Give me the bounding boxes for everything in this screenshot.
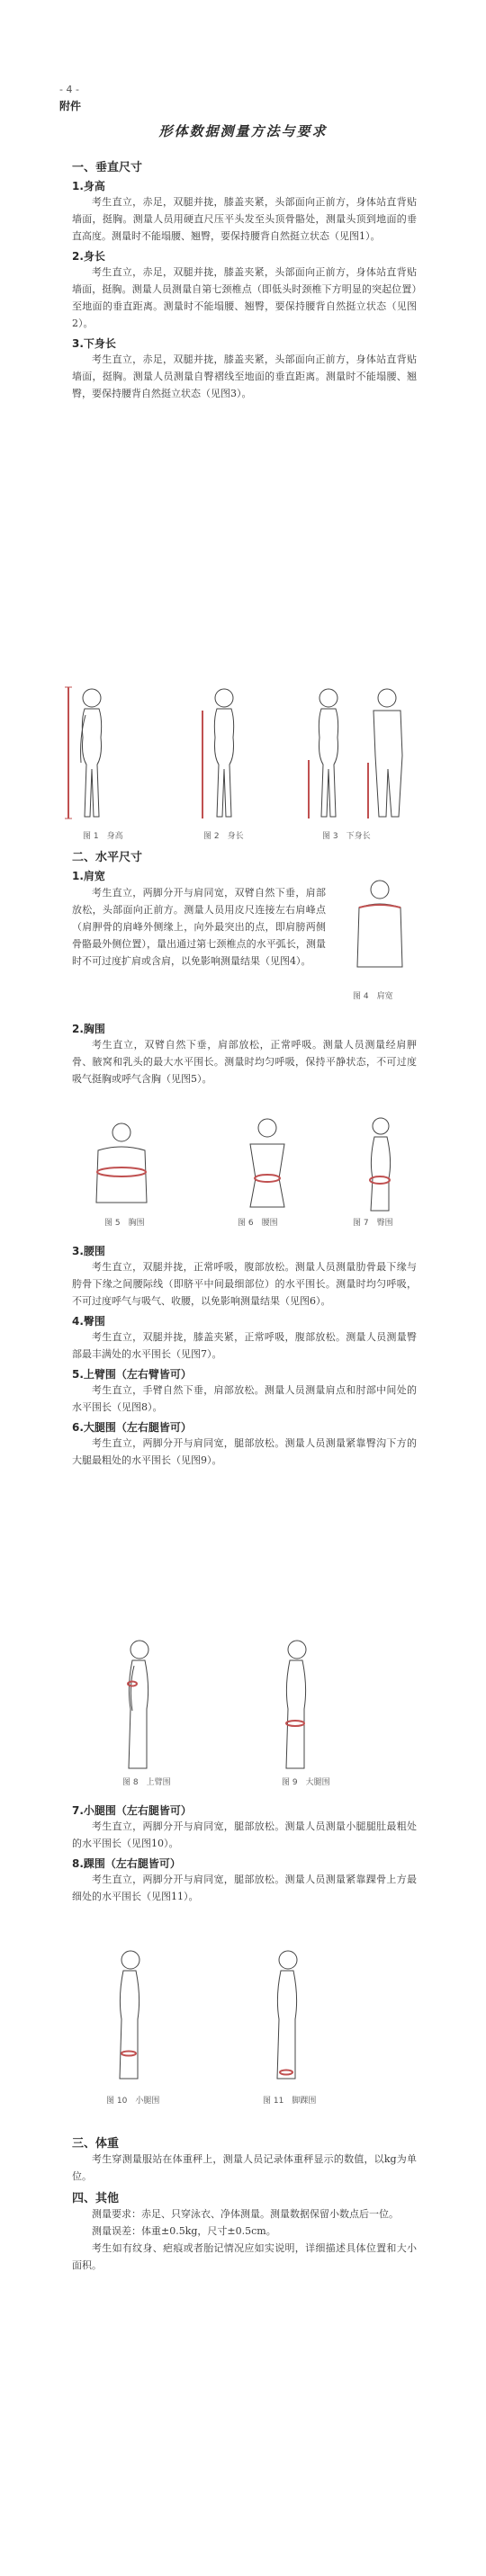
attachment-label: 附件 [59,100,82,112]
figure-caption: 图 3 下身长 [322,832,371,841]
item-title: 8.踝围（左右腿皆可） [72,1857,181,1870]
figure-caption: 图 1 身高 [83,832,123,841]
chest-block [72,1017,417,1087]
figure-ankle [261,1947,315,2082]
item-text: 测量误差：体重±0.5kg，尺寸±0.5cm。 [92,2225,276,2237]
item-text: 考生穿测量服站在体重秤上，测量人员记录体重秤显示的数值，以kg为单位。 [72,2153,417,2182]
item-text: 考生如有纹身、疤痕或者胎记情况应如实说明，详细描述具体位置和大小面积。 [72,2242,417,2271]
figure-caption: 图 8 上臂围 [122,1778,171,1787]
figure-torso-length [194,684,248,823]
item-text: 考生直立，双腿并拢，膝盖夹紧，正常呼吸，腹部放松。测量人员测量臀部最丰满处的水平围长（见图7）。 [72,1331,417,1360]
figure-caption: 图 10 小腿围 [106,2097,160,2106]
item-text: 测量要求：赤足、只穿泳衣、净体测量。测量数据保留小数点后一位。 [92,2208,399,2220]
figure-caption: 图 5 胸围 [104,1219,145,1228]
item-title: 5.上臂围（左右臂皆可） [72,1368,192,1381]
item-text: 考生直立，两脚分开与肩同宽，双臂自然下垂，肩部放松，头部面向正前方。测量人员用皮尺连接左右肩峰点（肩胛骨的肩峰外侧缘上，向外最突出的点，即肩膀两侧骨骼最外侧位置），量出通过第七颈椎点的水平弧长，测量时不可过度扩肩或含肩，以免影响测量结果（见图4）。 [72,887,326,967]
figure-hip [358,1115,403,1212]
figure-upper-arm [112,1637,166,1772]
item-text: 考生直立，赤足，双腿并拢，膝盖夹紧，头部面向正前方，身体站直背贴墙面，挺胸。测量人员测量自第七颈椎点（即低头时颈椎下方明显的突起位置）至地面的垂直距离。测量时不能塌腰、翘臀，要保持腰背自然挺立状态（见图2）。 [72,266,417,329]
item-title: 7.小腿围（左右腿皆可） [72,1804,192,1817]
section-weight-other [72,2133,417,2274]
item-text: 考生直立，两脚分开与肩同宽，腿部放松。测量人员测量紧靠臀沟下方的大腿最粗处的水平围长（见图9）。 [72,1437,417,1466]
item-title: 3.下身长 [72,337,116,350]
item-text: 考生直立，双臂自然下垂，肩部放松，正常呼吸。测量人员测量经肩胛骨、腋窝和乳头的最大水平围长。测量时均匀呼吸，保持平静状态，不可过度吸气挺胸或呼气含胸（见图5）。 [72,1039,417,1085]
section-heading: 四、其他 [72,2192,120,2205]
calf-ankle-block [72,1799,417,1905]
item-title: 6.大腿围（左右腿皆可） [72,1421,192,1434]
figure-lower-body [302,684,418,823]
section-heading: 一、垂直尺寸 [72,161,143,174]
figure-shoulder [346,877,414,976]
item-title: 2.胸围 [72,1023,105,1035]
figure-caption: 图 7 臀围 [353,1219,393,1228]
figure-calf [104,1947,158,2082]
figure-caption: 图 4 肩宽 [353,992,393,1001]
figure-caption: 图 6 腰围 [238,1219,278,1228]
item-title: 1.肩宽 [72,870,105,882]
figure-chest [86,1120,158,1205]
item-text: 考生直立，两脚分开与肩同宽，腿部放松。测量人员测量小腿腿肚最粗处的水平围长（见图10）。 [72,1820,417,1849]
item-text: 考生直立，双腿并拢，正常呼吸，腹部放松。测量人员测量肋骨最下缘与胯骨下缘之间腰际线（即脐平中间最细部位）的水平围长。测量时均匀呼吸，不可过度呼气与吸气、收腰，以免影响测量结果（见图6）。 [72,1261,417,1307]
waist-hip-arm-thigh-block [72,1239,417,1469]
item-title: 2.身长 [72,250,105,263]
item-text: 考生直立，手臂自然下垂，肩部放松。测量人员测量肩点和肘部中间处的水平围长（见图8）。 [72,1384,417,1413]
item-title: 3.腰围 [72,1245,105,1257]
figure-thigh [270,1637,324,1772]
section-heading: 二、水平尺寸 [72,851,143,864]
figure-caption: 图 11 脚踝围 [263,2097,317,2106]
figure-height [63,684,117,823]
section-heading: 三、体重 [72,2137,120,2151]
shoulder-text-block [72,884,326,970]
figure-waist [234,1115,302,1210]
item-text: 考生直立，两脚分开与肩同宽，腿部放松。测量人员测量紧靠踝骨上方最细处的水平围长（见图11）。 [72,1874,417,1902]
item-title: 1.身高 [72,180,105,192]
item-text: 考生直立，赤足，双腿并拢，膝盖夹紧，头部面向正前方，身体站直背贴墙面，挺胸。测量人员用硬直尺压平头发至头顶骨骼处，测量头顶到地面的垂直高度。测量时不能塌腰、翘臀，要保持腰背自然挺立状态（见图1）。 [72,196,417,242]
figure-caption: 图 2 身长 [203,832,244,841]
item-title: 4.臀围 [72,1315,105,1328]
item-text: 考生直立，赤足，双腿并拢，膝盖夹紧，头部面向正前方，身体站直背贴墙面，挺胸。测量人员测量自臀褶线至地面的垂直距离。测量时不能塌腰、翘臀，要保持腰背自然挺立状态（见图3）。 [72,353,417,399]
page-number: - 4 - [59,84,79,95]
section-vertical [72,157,417,402]
figure-caption: 图 9 大腿围 [282,1778,330,1787]
document-title: 形体数据测量方法与要求 [158,123,328,139]
